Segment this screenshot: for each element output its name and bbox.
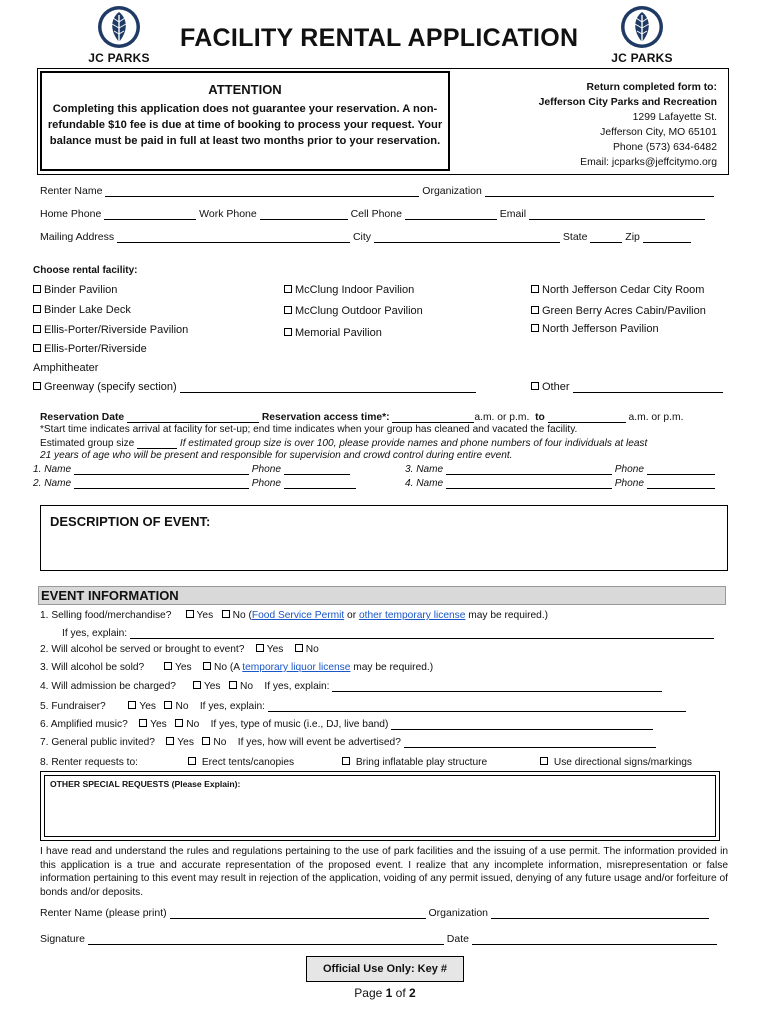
other-requests-inner xyxy=(44,775,716,837)
date-field[interactable] xyxy=(472,933,717,945)
name-label: 3. Name xyxy=(405,464,444,475)
other-facility-field[interactable] xyxy=(573,381,723,393)
no-label: No xyxy=(175,701,189,712)
explain-field[interactable] xyxy=(332,680,662,692)
facility-label: Ellis-Porter/Riverside Pavilion xyxy=(44,324,189,336)
home-phone-field[interactable] xyxy=(104,208,196,220)
return-line: Return completed form to: xyxy=(586,82,717,93)
return-line: 1299 Lafayette St. xyxy=(632,112,717,123)
phone-field[interactable] xyxy=(647,463,715,475)
facility-label: North Jefferson Cedar City Room xyxy=(542,284,705,296)
advertise-label: If yes, how will event be advertised? xyxy=(237,737,401,748)
agreement-text: I have read and understand the rules and regulations pertaining to the use of park facilities and the issuing of a use permit. The information provided in this application is a true and accurate representation of the proposed event. I realize that any incomplete information, misrepresentation or false information pertaining to this event may result in rejection of the application, voiding of any permit issued, denying of any future usage and/or forfeiture of bonds and/or deposits. xyxy=(40,846,728,898)
no-label: No xyxy=(186,719,200,730)
renter-name-field[interactable] xyxy=(105,185,419,197)
no-label: No ( xyxy=(232,610,252,621)
checkbox[interactable] xyxy=(531,324,539,332)
organization-label: Organization xyxy=(428,907,489,919)
yes-label: Yes xyxy=(177,737,194,748)
date-label: Date xyxy=(446,933,469,945)
yes-label: Yes xyxy=(150,719,167,730)
phone-field[interactable] xyxy=(284,463,350,475)
page-prefix: Page xyxy=(354,986,386,1000)
question-label: 6. Amplified music? xyxy=(40,719,128,730)
request-label: Use directional signs/markings xyxy=(553,757,692,768)
facility-label: Greenway (specify section) xyxy=(44,381,177,393)
facility-label: McClung Indoor Pavilion xyxy=(295,284,415,296)
phone-label: Phone xyxy=(614,464,644,475)
liquor-license-link[interactable]: temporary liquor license xyxy=(242,662,351,673)
name-label: 4. Name xyxy=(405,478,444,489)
zip-label: Zip xyxy=(625,231,640,243)
organization-field[interactable] xyxy=(491,907,709,919)
facility-label: Binder Lake Deck xyxy=(44,304,131,316)
question-1 xyxy=(40,610,548,621)
page-total: 2 xyxy=(409,986,416,1000)
checkbox[interactable] xyxy=(531,382,539,390)
other-requests-box[interactable] xyxy=(40,771,720,841)
yes-label: Yes xyxy=(175,662,192,673)
name-label: 2. Name xyxy=(33,478,72,489)
facility-label: Ellis-Porter/Riverside xyxy=(44,343,147,355)
phone-label: Phone xyxy=(614,478,644,489)
facility-option[interactable] xyxy=(531,381,723,393)
checkbox-no[interactable] xyxy=(175,719,183,727)
facility-option[interactable] xyxy=(284,327,382,339)
phone-field[interactable] xyxy=(284,477,356,489)
reservation-date-field[interactable] xyxy=(127,411,259,423)
supervisor-row xyxy=(33,463,350,475)
to-label: to xyxy=(535,412,545,423)
checkbox[interactable] xyxy=(284,306,292,314)
zip-field[interactable] xyxy=(643,231,691,243)
checkbox-no[interactable] xyxy=(203,662,211,670)
phone-label: Phone xyxy=(251,478,281,489)
question-label: 1. Selling food/merchandise? xyxy=(40,610,172,621)
signature-row xyxy=(40,933,717,945)
checkbox[interactable] xyxy=(531,285,539,293)
checkbox[interactable] xyxy=(540,757,548,765)
checkbox[interactable] xyxy=(33,325,41,333)
facility-option[interactable] xyxy=(33,324,188,336)
ampm-label: a.m. or p.m. xyxy=(628,412,684,423)
q1-explain-row xyxy=(62,627,714,639)
facility-label: Green Berry Acres Cabin/Pavilion xyxy=(542,305,706,317)
yes-label: Yes xyxy=(266,644,284,655)
question-6 xyxy=(40,718,653,730)
ampm-label: a.m. or p.m. xyxy=(474,412,530,423)
jc-parks-logo-right xyxy=(609,4,675,65)
question-8 xyxy=(40,757,138,768)
music-type-label: If yes, type of music (i.e., DJ, live band) xyxy=(210,719,389,730)
group-note: 21 years of age who will be present and responsible for supervision and crowd control during entire event. xyxy=(40,450,513,461)
logo-text: JC PARKS xyxy=(88,51,150,65)
facility-label: Memorial Pavilion xyxy=(295,327,382,339)
page-title: FACILITY RENTAL APPLICATION xyxy=(180,24,579,52)
renter-row-2 xyxy=(40,208,705,220)
state-label: State xyxy=(562,231,588,243)
music-type-field[interactable] xyxy=(391,718,653,730)
attention-body: Completing this application does not guarantee your reservation. A non-refundable $10 fee is due at time of booking to process your request. Your balance must be paid in full at least two months prior to your reservation. xyxy=(47,103,443,147)
facility-label: Binder Pavilion xyxy=(44,284,118,296)
signature-label: Signature xyxy=(40,933,85,945)
state-field[interactable] xyxy=(590,231,622,243)
checkbox-yes[interactable] xyxy=(139,719,147,727)
required-note: may be required.) xyxy=(350,662,434,673)
checkbox[interactable] xyxy=(33,305,41,313)
explain-label: If yes, explain: xyxy=(199,701,265,712)
print-name-label: Renter Name (please print) xyxy=(40,907,167,919)
return-line: Phone (573) 634-6482 xyxy=(613,142,717,153)
mailing-address-field[interactable] xyxy=(117,231,350,243)
checkbox[interactable] xyxy=(531,306,539,314)
checkbox-yes[interactable] xyxy=(186,610,194,618)
return-line: Jefferson City, MO 65101 xyxy=(600,127,717,138)
access-time-label: Reservation access time*: xyxy=(261,412,390,423)
leaf-emblem-icon xyxy=(620,4,664,50)
facility-option[interactable] xyxy=(33,284,117,296)
question-label: 3. Will alcohol be sold? xyxy=(40,662,145,673)
facility-option[interactable] xyxy=(33,304,131,316)
end-time-field[interactable] xyxy=(548,411,626,423)
question-label: 5. Fundraiser? xyxy=(40,701,106,712)
yes-label: Yes xyxy=(196,610,214,621)
work-phone-field[interactable] xyxy=(260,208,348,220)
facility-option[interactable] xyxy=(33,381,476,393)
page-of: of xyxy=(392,986,410,1000)
start-time-field[interactable] xyxy=(392,411,474,423)
email-field[interactable] xyxy=(529,208,705,220)
checkbox[interactable] xyxy=(342,757,350,765)
print-name-row xyxy=(40,907,709,919)
group-size-label: Estimated group size xyxy=(40,438,135,449)
facility-option[interactable] xyxy=(531,323,659,335)
facility-label-continued: Amphitheater xyxy=(33,362,99,374)
yes-label: Yes xyxy=(139,701,156,712)
facility-label: North Jefferson Pavilion xyxy=(542,323,659,335)
home-phone-label: Home Phone xyxy=(40,208,102,220)
group-size-field[interactable] xyxy=(137,437,177,449)
checkbox-yes[interactable] xyxy=(128,701,136,709)
temporary-license-link[interactable]: other temporary license xyxy=(358,610,466,621)
signature-field[interactable] xyxy=(88,933,444,945)
facility-option[interactable] xyxy=(33,343,147,355)
checkbox-no[interactable] xyxy=(295,644,303,652)
cell-phone-field[interactable] xyxy=(405,208,497,220)
no-label: No xyxy=(213,737,227,748)
supervisor-row xyxy=(33,477,356,489)
other-requests-label: OTHER SPECIAL REQUESTS (Please Explain): xyxy=(50,779,241,789)
mailing-address-label: Mailing Address xyxy=(40,231,115,243)
food-service-permit-link[interactable]: Food Service Permit xyxy=(251,610,345,621)
email-label: Email xyxy=(499,208,527,220)
organization-label: Organization xyxy=(422,185,482,197)
return-info xyxy=(539,80,717,170)
question-2 xyxy=(40,644,319,655)
or-label: or xyxy=(344,610,359,621)
checkbox-yes[interactable] xyxy=(164,662,172,670)
page-number xyxy=(0,986,770,1000)
reservation-note: *Start time indicates arrival at facility for set-up; end time indicates when your group has cleaned and vacated the facility. xyxy=(40,424,578,435)
phone-field[interactable] xyxy=(647,477,715,489)
facility-option[interactable] xyxy=(284,305,423,317)
yes-label: Yes xyxy=(203,681,221,692)
logo-text: JC PARKS xyxy=(611,51,673,65)
cell-phone-label: Cell Phone xyxy=(350,208,402,220)
explain-label: If yes, explain: xyxy=(62,628,128,639)
checkbox-no[interactable] xyxy=(164,701,172,709)
checkbox-yes[interactable] xyxy=(193,681,201,689)
name-label: 1. Name xyxy=(33,464,72,475)
checkbox[interactable] xyxy=(284,328,292,336)
work-phone-label: Work Phone xyxy=(199,208,257,220)
greenway-field[interactable] xyxy=(180,381,476,393)
request-label: Erect tents/canopies xyxy=(201,757,295,768)
reservation-date-label: Reservation Date xyxy=(40,412,125,423)
renter-name-label: Renter Name xyxy=(40,185,103,197)
question-label: 7. General public invited? xyxy=(40,737,155,748)
supervisor-row xyxy=(405,463,715,475)
required-note: may be required.) xyxy=(465,610,549,621)
group-size-row xyxy=(40,437,647,449)
renter-row-3 xyxy=(40,231,691,243)
question-label: 8. Renter requests to: xyxy=(40,757,138,768)
facility-label: McClung Outdoor Pavilion xyxy=(295,305,423,317)
question-3 xyxy=(40,662,433,673)
description-label: DESCRIPTION OF EVENT: xyxy=(50,514,211,529)
explain-field[interactable] xyxy=(130,627,714,639)
checkbox[interactable] xyxy=(33,344,41,352)
page-current: 1 xyxy=(385,986,393,1000)
checkbox-no[interactable] xyxy=(229,681,237,689)
attention-heading: ATTENTION xyxy=(208,82,282,97)
question-5 xyxy=(40,700,686,712)
jc-parks-logo-left xyxy=(86,4,152,65)
request-option[interactable] xyxy=(540,757,692,768)
request-option[interactable] xyxy=(188,757,294,768)
checkbox-no[interactable] xyxy=(222,610,230,618)
name-field[interactable] xyxy=(74,477,249,489)
question-7 xyxy=(40,736,656,748)
question-label: 4. Will admission be charged? xyxy=(40,681,176,692)
facility-option[interactable] xyxy=(531,284,704,296)
reservation-row xyxy=(40,411,683,423)
city-field[interactable] xyxy=(374,231,560,243)
question-label: 2. Will alcohol be served or brought to event? xyxy=(40,644,245,655)
request-label: Bring inflatable play structure xyxy=(355,757,488,768)
leaf-emblem-icon xyxy=(97,4,141,50)
question-4 xyxy=(40,680,662,692)
organization-field[interactable] xyxy=(485,185,714,197)
description-box[interactable] xyxy=(40,505,728,571)
checkbox-yes[interactable] xyxy=(256,644,264,652)
official-use-box: Official Use Only: Key # xyxy=(306,956,464,982)
checkbox-no[interactable] xyxy=(202,737,210,745)
city-label: City xyxy=(352,231,372,243)
renter-row-1 xyxy=(40,185,714,197)
checkbox[interactable] xyxy=(33,382,41,390)
facility-label: Other xyxy=(542,381,570,393)
event-info-heading: EVENT INFORMATION xyxy=(38,586,726,605)
explain-label: If yes, explain: xyxy=(264,681,330,692)
checkbox-yes[interactable] xyxy=(166,737,174,745)
explain-field[interactable] xyxy=(268,700,686,712)
no-label: No (A xyxy=(213,662,243,673)
name-field[interactable] xyxy=(446,463,612,475)
request-option[interactable] xyxy=(342,757,487,768)
supervisor-row xyxy=(405,477,715,489)
no-label: No xyxy=(305,644,319,655)
checkbox[interactable] xyxy=(284,285,292,293)
print-name-field[interactable] xyxy=(170,907,426,919)
phone-label: Phone xyxy=(251,464,281,475)
facility-option[interactable] xyxy=(284,284,414,296)
name-field[interactable] xyxy=(446,477,612,489)
no-label: No xyxy=(240,681,254,692)
return-line: Email: jcparks@jeffcitymo.org xyxy=(580,157,717,168)
attention-box xyxy=(40,71,450,171)
return-line: Jefferson City Parks and Recreation xyxy=(538,97,717,108)
facility-option[interactable] xyxy=(531,305,706,317)
advertise-field[interactable] xyxy=(404,736,656,748)
name-field[interactable] xyxy=(74,463,249,475)
checkbox[interactable] xyxy=(188,757,196,765)
checkbox[interactable] xyxy=(33,285,41,293)
group-note: If estimated group size is over 100, please provide names and phone numbers of four individuals at least xyxy=(179,438,648,449)
facility-heading: Choose rental facility: xyxy=(33,265,138,276)
